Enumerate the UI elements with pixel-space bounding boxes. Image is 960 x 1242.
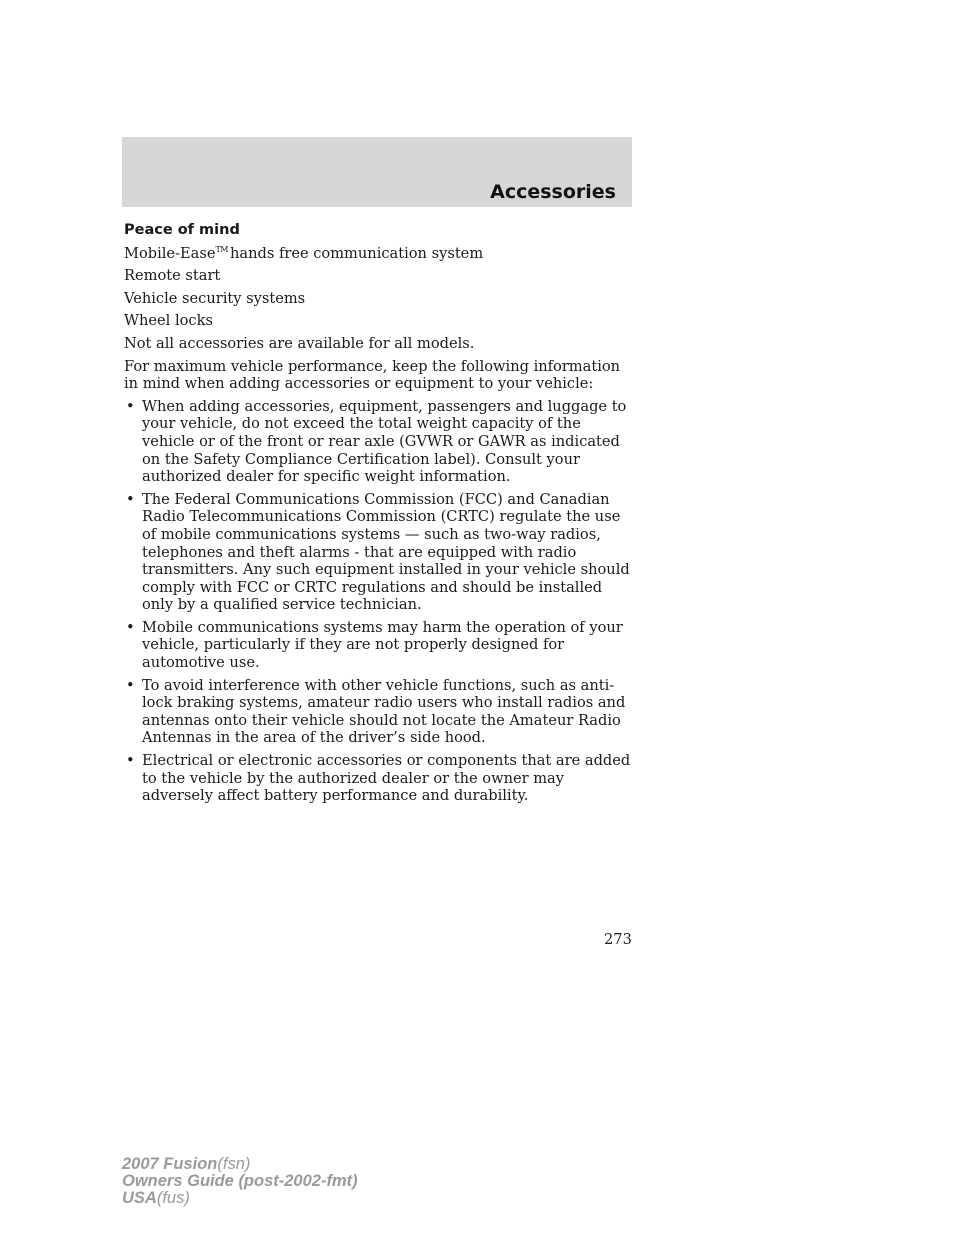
item-security-systems: Vehicle security systems (124, 289, 306, 307)
footer-model: 2007 Fusion (122, 1155, 218, 1173)
availability-note: Not all accessories are available for all models. (124, 334, 475, 352)
bullet-icon: • (126, 618, 135, 636)
bullet-text: Electrical or electronic accessories or components that are added to the vehicle by the authorized dealer or the owner may adversely affect battery performance and durability. (142, 752, 631, 805)
document-footer (122, 1156, 358, 1207)
list-item (124, 398, 636, 486)
footer-model-code: (fsn) (217, 1155, 251, 1173)
list-item (124, 677, 636, 747)
item-wheel-locks: Wheel locks (124, 312, 213, 330)
mobile-ease-description: hands free communication system (230, 244, 484, 262)
page-content (124, 222, 636, 810)
item-mobile-ease (124, 245, 636, 263)
list-item (124, 491, 636, 614)
mobile-ease-name: Mobile-Ease (124, 244, 216, 262)
page-number: 273 (604, 931, 632, 948)
item-remote-start: Remote start (124, 267, 221, 285)
list-item (124, 619, 636, 672)
section-title: Accessories (490, 181, 616, 203)
footer-line-model (122, 1156, 358, 1173)
bullet-text: Mobile communications systems may harm the operation of your vehicle, particularly if they are not properly designed for automotive use. (142, 618, 623, 672)
bullet-text: The Federal Communications Commission (FCC) and Canadian Radio Telecommunications Commission (CRTC) regulate the use of mobile communications systems — such as two-way radios, telephones and theft alarms - that are equipped with radio transmitters. Any such equipment installed in your vehicle should comply with FCC or CRTC regulations and should be installed only by a qualified service technician. (142, 490, 630, 614)
bullet-text: To avoid interference with other vehicle functions, such as anti-lock braking systems, amateur radio users who install radios and antennas onto their vehicle should not locate the Amateur Radio Antennas in the area of the driver’s side hood. (142, 676, 626, 747)
bullet-icon: • (126, 752, 135, 770)
trademark-mark: TM (215, 244, 228, 254)
footer-guide-format: Owners Guide (post-2002-fmt) (122, 1172, 358, 1190)
bullet-text: When adding accessories, equipment, passengers and luggage to your vehicle, do not exceed the total weight capacity of the vehicle or of the front or rear axle (GVWR or GAWR as indicated on the Safety Compliance Certification label). Consult your authorized dealer for specific weight information. (142, 397, 627, 486)
bullet-list (124, 398, 636, 805)
footer-line-market (122, 1190, 358, 1207)
bullet-icon: • (126, 490, 135, 508)
section-header-band (122, 137, 632, 207)
section-heading: Peace of mind (124, 222, 240, 238)
footer-market-code: (fus) (156, 1189, 190, 1207)
intro-paragraph: For maximum vehicle performance, keep the following information in mind when adding accessories or equipment to your vehicle: (124, 357, 621, 393)
footer-market: USA (122, 1189, 157, 1207)
list-item (124, 752, 636, 805)
bullet-icon: • (126, 397, 135, 415)
bullet-icon: • (126, 676, 135, 694)
